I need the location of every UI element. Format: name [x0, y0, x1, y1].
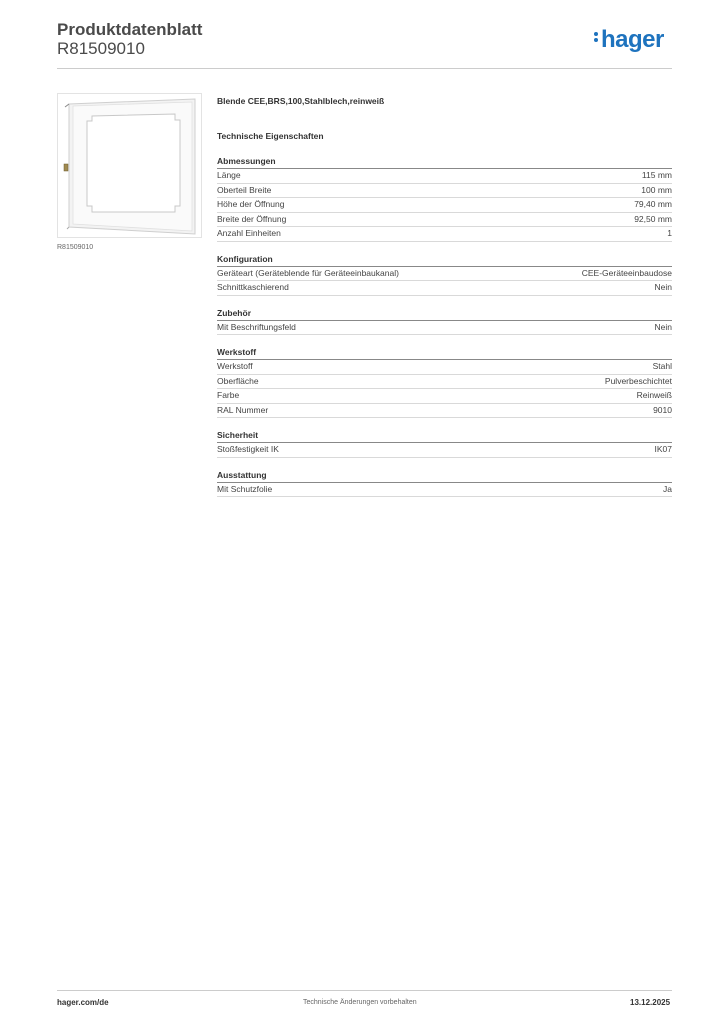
property-row: [217, 198, 672, 213]
logo-dots-icon: [594, 30, 599, 44]
section-title: Werkstoff: [217, 347, 672, 360]
property-label: Stoßfestigkeit IK: [217, 444, 279, 454]
property-row: [217, 227, 672, 242]
content: [217, 96, 672, 509]
property-label: Oberteil Breite: [217, 184, 272, 195]
property-label: Höhe der Öffnung: [217, 199, 285, 209]
section-title: Zubehör: [217, 308, 672, 321]
property-label: Breite der Öffnung: [217, 213, 287, 224]
property-row: [217, 184, 672, 199]
property-row: [217, 483, 672, 498]
property-value: 115 mm: [641, 170, 672, 180]
property-value: 92,50 mm: [634, 213, 672, 224]
property-label: Oberfläche: [217, 375, 259, 386]
property-section: [217, 470, 672, 498]
property-row: [217, 375, 672, 390]
product-image: [57, 93, 202, 238]
property-value: Stahl: [652, 361, 672, 371]
section-title: Abmessungen: [217, 156, 672, 169]
product-name: Blende CEE,BRS,100,Stahlblech,reinweiß: [217, 96, 385, 106]
property-row: [217, 360, 672, 375]
property-value: Nein: [654, 321, 672, 332]
logo-text: hager: [601, 26, 664, 53]
property-section: [217, 308, 672, 336]
property-label: Schnittkaschierend: [217, 282, 289, 292]
property-value: Ja: [663, 483, 672, 494]
property-label: RAL Nummer: [217, 404, 269, 415]
property-value: 1: [667, 228, 672, 238]
property-label: Länge: [217, 170, 241, 180]
footer-website-link[interactable]: hager.com/de: [57, 998, 109, 1007]
property-label: Farbe: [217, 390, 240, 400]
property-row: [217, 404, 672, 419]
property-section: [217, 156, 672, 242]
property-value: 9010: [653, 404, 672, 415]
property-label: Mit Beschriftungsfeld: [217, 321, 296, 332]
section-title: Ausstattung: [217, 470, 672, 483]
footer-divider: [57, 990, 672, 991]
property-value: 100 mm: [641, 184, 672, 195]
property-value: Pulverbeschichtet: [604, 375, 672, 386]
section-title: Sicherheit: [217, 430, 672, 443]
section-title: Konfiguration: [217, 254, 672, 267]
property-row: [217, 267, 672, 282]
header-divider: [57, 68, 672, 69]
property-row: [217, 443, 672, 458]
steel-frame-cover-image: [58, 94, 201, 237]
hager-logo: [594, 26, 664, 54]
page-title: Produktdatenblatt: [57, 20, 203, 39]
property-sections: [217, 156, 672, 497]
property-value: Nein: [654, 282, 672, 292]
property-section: [217, 430, 672, 458]
property-section: [217, 347, 672, 418]
property-value: IK07: [654, 444, 672, 454]
property-label: Geräteart (Geräteblende für Geräteeinbaukanal): [217, 267, 399, 278]
product-code: R81509010: [57, 39, 145, 58]
property-row: [217, 281, 672, 296]
property-value: Reinweiß: [636, 390, 672, 400]
property-value: CEE-Geräteeinbaudose: [581, 267, 672, 278]
property-row: [217, 321, 672, 336]
property-row: [217, 213, 672, 228]
footer-date: 13.12.2025: [630, 998, 671, 1007]
property-section: [217, 254, 672, 296]
footer-disclaimer: Technische Änderungen vorbehalten: [303, 999, 417, 1006]
technical-heading: Technische Eigenschaften: [217, 131, 324, 141]
property-row: [217, 389, 672, 404]
property-row: [217, 169, 672, 184]
property-label: Werkstoff: [217, 361, 253, 371]
property-value: 79,40 mm: [634, 199, 672, 209]
property-label: Anzahl Einheiten: [217, 228, 281, 238]
image-caption: R81509010: [57, 244, 94, 251]
property-label: Mit Schutzfolie: [217, 483, 273, 494]
